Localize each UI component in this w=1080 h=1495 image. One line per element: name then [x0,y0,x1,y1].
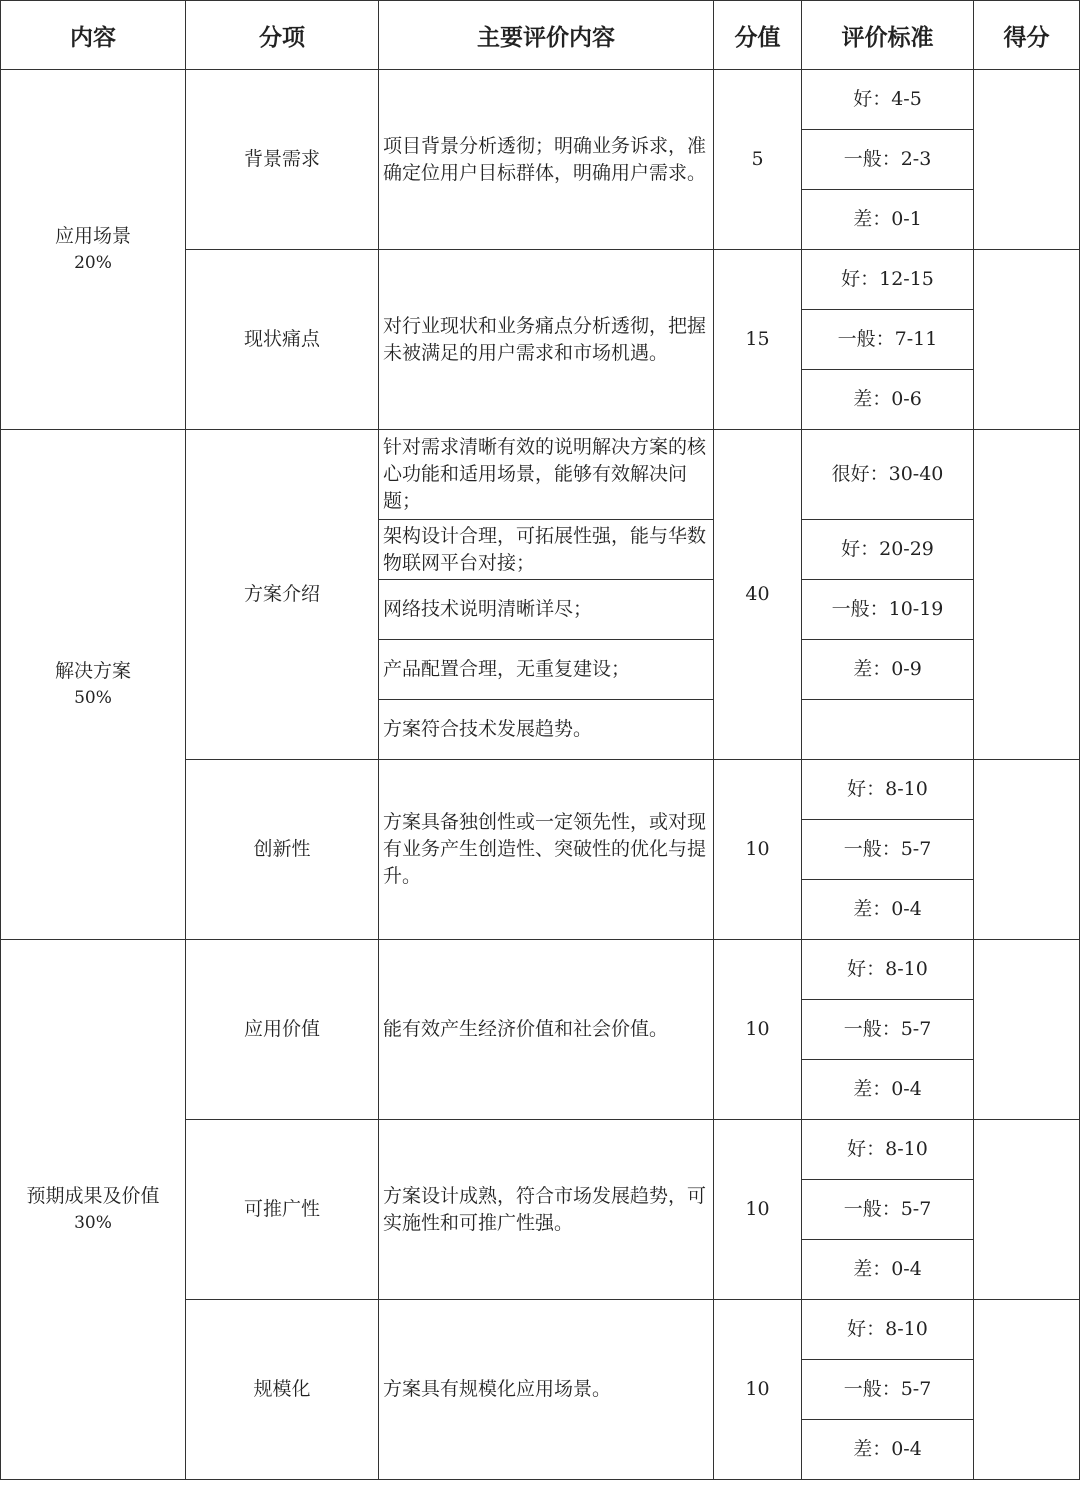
item-cell: 规模化 [186,1300,379,1480]
desc-cell: 能有效产生经济价值和社会价值。 [379,940,714,1120]
header-score: 得分 [974,1,1080,70]
item-cell: 现状痛点 [186,250,379,430]
standard-cell: 好：8-10 [802,940,974,1000]
standard-cell: 好：20-29 [802,520,974,580]
desc-cell: 针对需求清晰有效的说明解决方案的核心功能和适用场景，能够有效解决问题； [379,430,714,520]
item-cell: 创新性 [186,760,379,940]
table-row [1,70,1080,130]
desc-cell: 方案设计成熟，符合市场发展趋势，可实施性和可推广性强。 [379,1120,714,1300]
score-cell[interactable] [974,70,1080,250]
standard-cell: 差：0-4 [802,1420,974,1480]
category-name: 预期成果及价值 [26,1184,160,1207]
desc-cell: 项目背景分析透彻；明确业务诉求，准确定位用户目标群体，明确用户需求。 [379,70,714,250]
header-item: 分项 [186,1,379,70]
standard-cell: 好：8-10 [802,1300,974,1360]
standard-cell: 很好：30-40 [802,430,974,520]
category-name: 解决方案 [54,659,131,682]
standard-cell: 好：12-15 [802,250,974,310]
desc-cell: 架构设计合理，可拓展性强，能与华数物联网平台对接； [379,520,714,580]
score-cell[interactable] [974,760,1080,940]
score-cell[interactable] [974,1300,1080,1480]
category-percent: 20% [74,252,112,273]
item-cell: 可推广性 [186,1120,379,1300]
item-cell: 背景需求 [186,70,379,250]
standard-cell: 一般：5-7 [802,1360,974,1420]
standard-cell: 一般：10-19 [802,580,974,640]
desc-cell: 方案具备独创性或一定领先性，或对现有业务产生创造性、突破性的优化与提升。 [379,760,714,940]
score-cell[interactable] [974,1120,1080,1300]
category-cell [1,70,186,430]
standard-cell: 差：0-1 [802,190,974,250]
desc-cell: 对行业现状和业务痛点分析透彻，把握未被满足的用户需求和市场机遇。 [379,250,714,430]
header-row [1,1,1080,70]
points-cell: 15 [714,250,802,430]
standard-cell: 差：0-4 [802,1060,974,1120]
standard-cell: 差：0-9 [802,640,974,700]
standard-cell: 一般：7-11 [802,310,974,370]
points-cell: 10 [714,1300,802,1480]
header-content: 内容 [1,1,186,70]
header-standard: 评价标准 [802,1,974,70]
desc-cell: 产品配置合理，无重复建设； [379,640,714,700]
category-cell [1,940,186,1480]
score-cell[interactable] [974,940,1080,1120]
standard-cell: 一般：2-3 [802,130,974,190]
standard-cell: 差：0-6 [802,370,974,430]
standard-cell: 差：0-4 [802,1240,974,1300]
standard-cell [802,700,974,760]
standard-cell: 好：8-10 [802,1120,974,1180]
standard-cell: 一般：5-7 [802,1000,974,1060]
header-main: 主要评价内容 [379,1,714,70]
points-cell: 10 [714,1120,802,1300]
standard-cell: 差：0-4 [802,880,974,940]
score-cell[interactable] [974,430,1080,760]
standard-cell: 好：8-10 [802,760,974,820]
table-row [1,430,1080,520]
category-percent: 50% [74,687,112,708]
points-cell: 10 [714,760,802,940]
category-cell [1,430,186,940]
standard-cell: 一般：5-7 [802,1180,974,1240]
desc-cell: 网络技术说明清晰详尽； [379,580,714,640]
category-percent: 30% [74,1212,112,1233]
standard-cell: 好：4-5 [802,70,974,130]
header-points: 分值 [714,1,802,70]
item-cell: 方案介绍 [186,430,379,760]
points-cell: 10 [714,940,802,1120]
item-cell: 应用价值 [186,940,379,1120]
table-row [1,940,1080,1000]
desc-cell: 方案符合技术发展趋势。 [379,700,714,760]
score-cell[interactable] [974,250,1080,430]
standard-cell: 一般：5-7 [802,820,974,880]
points-cell: 5 [714,70,802,250]
category-name: 应用场景 [54,224,131,247]
desc-cell: 方案具有规模化应用场景。 [379,1300,714,1480]
points-cell: 40 [714,430,802,760]
